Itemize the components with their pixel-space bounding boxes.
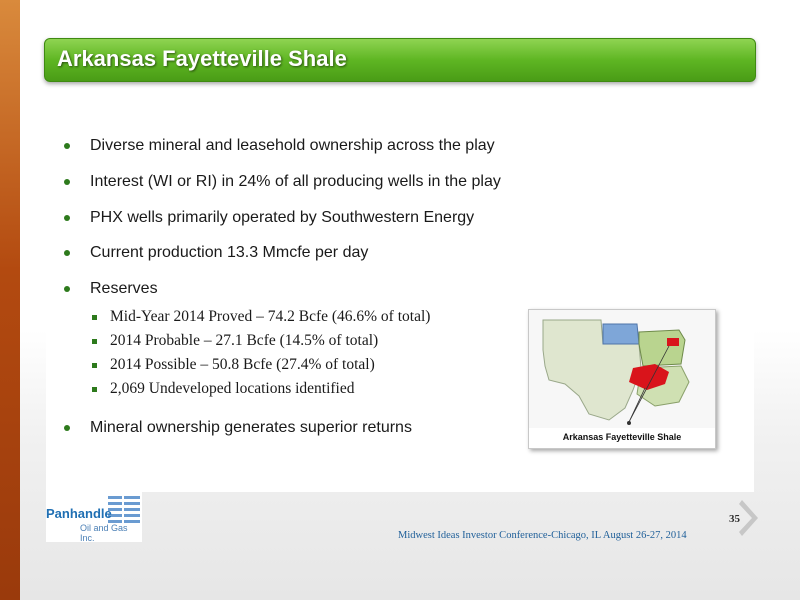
bullet-text: Mineral ownership generates superior returns — [90, 419, 412, 436]
map-caption: Arkansas Fayetteville Shale — [562, 432, 682, 442]
bullet-text: Interest (WI or RI) in 24% of all producing wells in the play — [90, 173, 501, 190]
bullet-dot-icon — [64, 425, 70, 431]
bullet-dot-icon — [64, 250, 70, 256]
sub-bullet-text: 2,069 Undeveloped locations identified — [110, 380, 355, 397]
next-chevron-icon — [738, 498, 762, 538]
bullet-item — [62, 172, 501, 192]
title-bar — [44, 38, 756, 82]
logo-name: Panhandle — [46, 506, 112, 521]
sub-bullet-text: 2014 Probable – 27.1 Bcfe (14.5% of total) — [110, 332, 379, 349]
footer-text: Midwest Ideas Investor Conference-Chicago, IL August 26-27, 2014 — [398, 530, 687, 541]
bullet-text: Diverse mineral and leasehold ownership across the play — [90, 137, 495, 154]
sub-bullet-text: Mid-Year 2014 Proved – 74.2 Bcfe (46.6% of total) — [110, 308, 431, 325]
bullet-text: Reserves — [90, 280, 158, 297]
company-logo — [46, 492, 142, 542]
logo-subname: Oil and Gas Inc. — [80, 523, 128, 543]
bullet-item — [62, 243, 368, 263]
bullet-dot-icon — [64, 215, 70, 221]
sub-bullet-item — [62, 307, 430, 327]
slide-title: Arkansas Fayetteville Shale — [57, 46, 347, 71]
sub-bullet-square-icon — [92, 363, 97, 368]
bullet-item — [62, 418, 412, 438]
bullet-dot-icon — [64, 179, 70, 185]
page-number: 35 — [729, 513, 740, 525]
map-illustration — [529, 310, 715, 428]
sub-bullet-item — [62, 355, 375, 375]
bullet-text: Current production 13.3 Mmcfe per day — [90, 244, 369, 261]
sub-bullet-square-icon — [92, 339, 97, 344]
sub-bullet-square-icon — [92, 387, 97, 392]
bullet-item — [62, 279, 158, 299]
bullet-item — [62, 136, 495, 156]
sub-bullet-item — [62, 379, 355, 399]
map-image — [528, 309, 716, 449]
bullet-dot-icon — [64, 143, 70, 149]
bullet-item — [62, 208, 474, 228]
sub-bullet-text: 2014 Possible – 50.8 Bcfe (27.4% of total) — [110, 356, 375, 373]
sub-bullet-item — [62, 331, 378, 351]
bullet-dot-icon — [64, 286, 70, 292]
bullet-text: PHX wells primarily operated by Southwestern Energy — [90, 209, 475, 226]
left-accent-bar — [0, 0, 20, 600]
sub-bullet-square-icon — [92, 315, 97, 320]
